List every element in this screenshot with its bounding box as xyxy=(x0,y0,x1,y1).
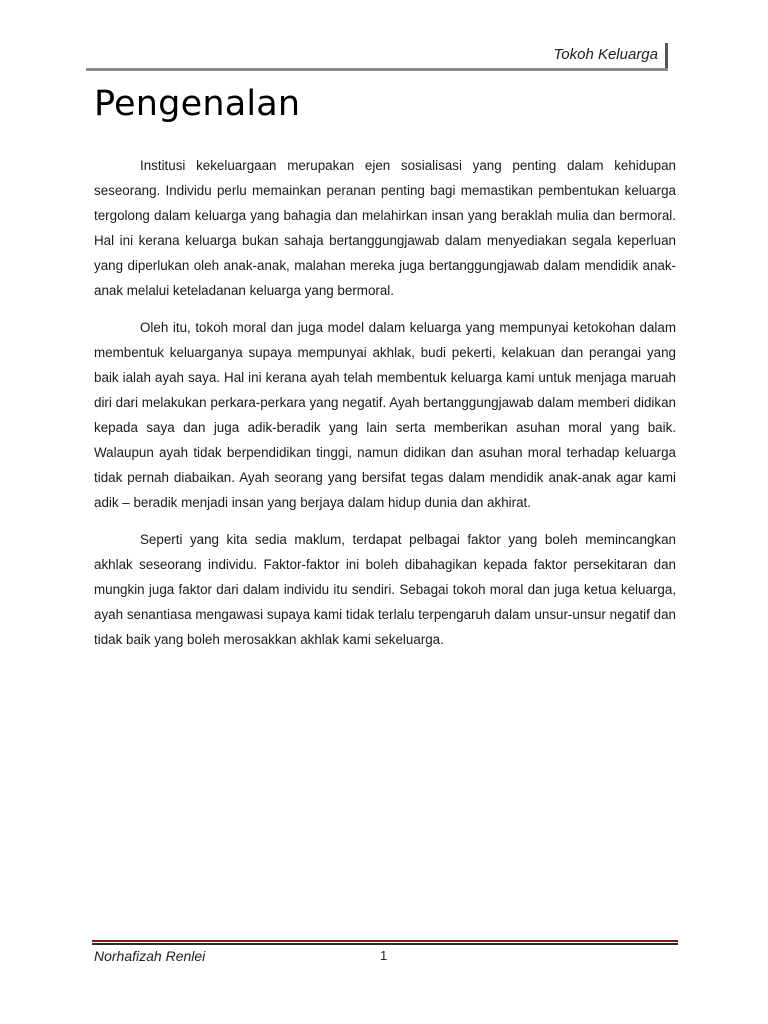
paragraph-3: Seperti yang kita sedia maklum, terdapat pelbagai faktor yang boleh memincangkan akhlak seseorang individu. Faktor-faktor ini boleh dibahagikan kepada faktor persekitaran dan mungkin juga faktor dari dalam individu itu sendiri. Sebagai tokoh moral dan juga ketua keluarga, ayah senantiasa mengawasi supaya kami tidak terlalu terpengaruh dalam unsur-unsur negatif dan tidak baik yang boleh merosakkan akhlak kami sekeluarga. xyxy=(94,532,676,647)
header-vertical-bar xyxy=(665,43,668,69)
paragraph-1: Institusi kekeluargaan merupakan ejen sosialisasi yang penting dalam kehidupan seseorang. Individu perlu memainkan peranan penting bagi memastikan pembentukan keluarga tergolong dalam keluarga yang bahagia dan melahirkan insan yang beraklah mulia dan bermoral. Hal ini kerana keluarga bukan sahaja bertanggungjawab dalam menyediakan segala keperluan yang diperlukan oleh anak-anak, malahan mereka juga bertanggungjawab dalam mendidik anak-anak melalui keteladanan keluarga yang bermoral. xyxy=(94,158,676,298)
body-text xyxy=(94,153,676,664)
footer-rule xyxy=(92,943,678,945)
header-rule xyxy=(86,68,668,71)
page-number: 1 xyxy=(380,948,388,963)
page-header xyxy=(86,40,668,72)
paragraph-2: Oleh itu, tokoh moral dan juga model dalam keluarga yang mempunyai ketokohan dalam membentuk keluarganya supaya mempunyai akhlak, budi pekerti, kelakuan dan perangai yang baik ialah ayah saya. Hal ini kerana ayah telah membentuk keluarga kami untuk menjaga maruah diri dari melakukan perkara-perkara yang negatif. Ayah bertanggungjawab dalam memberi didikan kepada saya dan juga adik-beradik yang lain serta memberikan asuhan moral yang baik. Walaupun ayah tidak berpendidikan tinggi, namun didikan dan asuhan moral terhadap keluarga tidak pernah diabaikan. Ayah seorang yang bersifat tegas dalam mendidik anak-anak agar kami adik – beradik menjadi insan yang berjaya dalam hidup dunia dan akhirat. xyxy=(94,320,676,510)
header-title: Tokoh Keluarga xyxy=(553,46,658,63)
section-heading: Pengenalan xyxy=(94,84,301,124)
footer-rule-accent xyxy=(92,940,678,942)
footer-author: Norhafizah Renlei xyxy=(94,948,206,964)
